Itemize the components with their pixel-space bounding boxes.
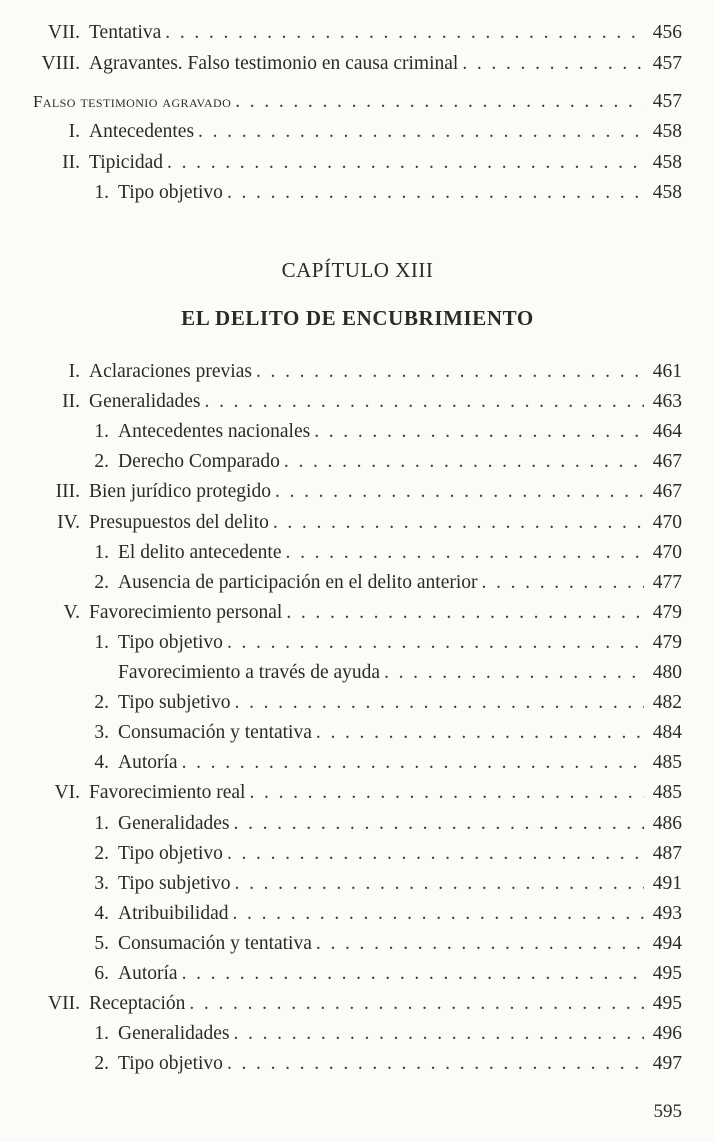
toc-entry-label: Generalidades xyxy=(118,1023,230,1045)
toc-entry-page: 484 xyxy=(652,722,682,744)
toc-entry-number: 1. xyxy=(94,421,109,443)
toc-entry-label: Generalidades xyxy=(118,812,230,834)
toc-entry-label: Favorecimiento personal xyxy=(89,601,283,623)
toc-section-heading xyxy=(33,87,682,117)
toc-entry-page: 463 xyxy=(652,391,682,413)
toc-entry-page: 458 xyxy=(652,151,682,173)
toc-entry xyxy=(80,809,682,839)
toc-entry-page: 479 xyxy=(652,601,682,623)
chapter-number: CAPÍTULO XIII xyxy=(281,258,434,282)
leader-dots xyxy=(384,658,644,688)
leader-dots xyxy=(286,538,644,568)
toc-entry-number: 1. xyxy=(94,631,109,653)
leader-dots xyxy=(182,959,644,989)
toc-entry-page: 496 xyxy=(652,1023,682,1045)
toc-entry xyxy=(80,178,682,208)
toc-entry xyxy=(20,357,682,387)
toc-entry-page: 491 xyxy=(652,872,682,894)
chapter-title: EL DELITO DE ENCUBRIMIENTO xyxy=(181,306,534,330)
leader-dots xyxy=(249,778,644,808)
toc-entry xyxy=(20,989,682,1019)
toc-entry-number: 6. xyxy=(94,963,109,984)
toc-entry-page: 494 xyxy=(652,932,682,954)
toc-entry xyxy=(80,628,682,658)
toc-entry-number: IV. xyxy=(57,511,80,533)
toc-entry-label: Favorecimiento real xyxy=(89,782,246,804)
toc-entry-page: 486 xyxy=(652,812,682,834)
toc-entry-page: 470 xyxy=(652,511,682,533)
section-heading-label: Falso testimonio agravado xyxy=(33,92,232,111)
toc-entry-number: III. xyxy=(55,481,80,503)
toc-entry xyxy=(80,869,682,899)
toc-entry-label: Autoría xyxy=(118,963,178,984)
toc-entry-number: 2. xyxy=(94,1053,109,1075)
leader-dots xyxy=(167,148,644,178)
toc-entry xyxy=(80,899,682,929)
leader-dots xyxy=(284,447,644,477)
toc-entry-page: 485 xyxy=(652,752,682,774)
toc-entry-label: Derecho Comparado xyxy=(118,451,280,473)
leader-dots xyxy=(235,87,644,117)
toc-entry xyxy=(20,18,682,48)
leader-dots xyxy=(286,598,644,628)
toc-entry-label: Consumación y tentativa xyxy=(118,722,312,744)
toc-entry xyxy=(80,748,682,778)
toc-entry xyxy=(20,49,682,79)
toc-entry xyxy=(80,929,682,959)
leader-dots xyxy=(275,477,644,507)
toc-entry-label: Tipo objetivo xyxy=(118,1053,223,1075)
toc-entry xyxy=(80,959,682,989)
toc-entry-number: II. xyxy=(62,151,80,173)
toc-entry-page: 467 xyxy=(652,481,682,503)
toc-entry-number: VII. xyxy=(48,993,80,1015)
toc-entry-label: Favorecimiento a través de ayuda xyxy=(118,662,381,683)
toc-entry-page: 480 xyxy=(652,662,682,683)
toc-entry-page: 456 xyxy=(652,22,682,43)
toc-entry-label: Tipo objetivo xyxy=(118,842,223,864)
toc-entry xyxy=(20,508,682,538)
toc-entry-label: Antecedentes nacionales xyxy=(118,421,311,443)
leader-dots xyxy=(205,387,644,417)
leader-dots xyxy=(189,989,644,1019)
toc-entry xyxy=(80,688,682,718)
toc-entry-page: 467 xyxy=(652,451,682,473)
toc-entry xyxy=(80,568,682,598)
toc-entry-number: I. xyxy=(68,121,80,142)
toc-entry-page: 482 xyxy=(652,692,682,714)
toc-entry-page: 457 xyxy=(652,52,682,74)
leader-dots xyxy=(227,839,644,869)
toc-entry-number: 2. xyxy=(94,571,109,593)
leader-dots xyxy=(233,899,645,929)
toc-entry-page: 458 xyxy=(652,121,682,142)
toc-entry-label: Consumación y tentativa xyxy=(118,932,312,954)
toc-entry xyxy=(80,1049,682,1079)
toc-entry-page: 497 xyxy=(652,1053,682,1075)
toc-entry xyxy=(80,1019,682,1049)
toc-entry-page: 493 xyxy=(652,902,682,924)
toc-entry-label: Tentativa xyxy=(89,22,162,43)
leader-dots xyxy=(198,117,644,147)
toc-entry-label: Atribuibilidad xyxy=(118,902,229,924)
toc-entry-page: 458 xyxy=(652,182,682,203)
toc-entry-number: 1. xyxy=(94,1023,109,1045)
toc-entry-number: 2. xyxy=(94,451,109,473)
toc-entry xyxy=(80,718,682,748)
toc-entry-number: 3. xyxy=(94,872,109,894)
toc-entry-label: Tipo subjetivo xyxy=(118,692,231,714)
leader-dots xyxy=(227,1049,644,1079)
toc-entry xyxy=(80,538,682,568)
toc-entry-page: 479 xyxy=(652,631,682,653)
leader-dots xyxy=(182,748,644,778)
toc-entry xyxy=(20,117,682,147)
toc-entry xyxy=(80,417,682,447)
toc-entry-number: II. xyxy=(62,391,80,413)
toc-entry xyxy=(20,477,682,507)
toc-entry-label: Aclaraciones previas xyxy=(89,361,252,382)
toc-entry-number: VIII. xyxy=(41,52,80,74)
toc-entry-label: Presupuestos del delito xyxy=(89,511,269,533)
leader-dots xyxy=(227,628,644,658)
leader-dots xyxy=(256,357,644,387)
toc-entry-page: 464 xyxy=(652,421,682,443)
toc-entry-number: VII. xyxy=(48,22,80,43)
toc-entry xyxy=(80,447,682,477)
toc-entry-label: Tipo subjetivo xyxy=(118,872,231,894)
toc-entry-page: 495 xyxy=(652,993,682,1015)
toc-entry-number: VI. xyxy=(54,782,80,804)
toc-entry xyxy=(20,598,682,628)
toc-entry-number: 1. xyxy=(94,541,109,563)
toc-entry-page: 470 xyxy=(652,541,682,563)
toc-entry-page: 495 xyxy=(652,963,682,984)
leader-dots xyxy=(273,508,644,538)
toc-entry-label: Antecedentes xyxy=(89,121,195,142)
leader-dots xyxy=(227,178,644,208)
toc-entry-number: 5. xyxy=(94,932,109,954)
leader-dots xyxy=(234,1019,644,1049)
toc-entry xyxy=(20,387,682,417)
toc-entry-number: 4. xyxy=(94,752,109,774)
toc-entry-label: Tipo objetivo xyxy=(118,631,223,653)
toc-entry-number: 2. xyxy=(94,842,109,864)
leader-dots xyxy=(165,18,644,48)
toc-entry xyxy=(20,778,682,808)
toc-entry-label: Tipicidad xyxy=(89,151,164,173)
toc-entry-label: Tipo objetivo xyxy=(118,182,223,203)
leader-dots xyxy=(314,417,644,447)
toc-entry-number: 1. xyxy=(94,182,109,203)
toc-entry-label: Bien jurídico protegido xyxy=(89,481,271,503)
toc-entry-label: Autoría xyxy=(118,752,178,774)
leader-dots xyxy=(462,49,644,79)
toc-entry-label: Generalidades xyxy=(89,391,201,413)
toc-entry-label: Ausencia de participación en el delito anterior xyxy=(118,571,478,593)
toc-entry-number: 1. xyxy=(94,812,109,834)
toc-entry-number: 4. xyxy=(94,902,109,924)
leader-dots xyxy=(482,568,644,598)
toc-entry-number: 3. xyxy=(94,722,109,744)
toc-entry-page: 485 xyxy=(652,782,682,804)
toc-entry-label: El delito antecedente xyxy=(118,541,282,563)
leader-dots xyxy=(316,718,644,748)
toc-entry-page: 461 xyxy=(652,361,682,382)
toc-entry-number: V. xyxy=(63,601,80,623)
toc-entry xyxy=(80,839,682,869)
toc-entry-page: 477 xyxy=(652,571,682,593)
leader-dots xyxy=(234,809,644,839)
toc-entry-label: Receptación xyxy=(89,993,186,1015)
toc-entry xyxy=(20,148,682,178)
toc-entry-page: 487 xyxy=(652,842,682,864)
toc-entry-number: I. xyxy=(68,361,80,382)
leader-dots xyxy=(235,688,644,718)
page-folio: 595 xyxy=(653,1101,682,1122)
leader-dots xyxy=(316,929,644,959)
leader-dots xyxy=(235,869,644,899)
toc-entry xyxy=(80,658,682,688)
section-heading-page: 457 xyxy=(652,91,682,112)
toc-entry-label: Agravantes. Falso testimonio en causa criminal xyxy=(89,52,459,74)
toc-entry-number: 2. xyxy=(94,692,109,714)
